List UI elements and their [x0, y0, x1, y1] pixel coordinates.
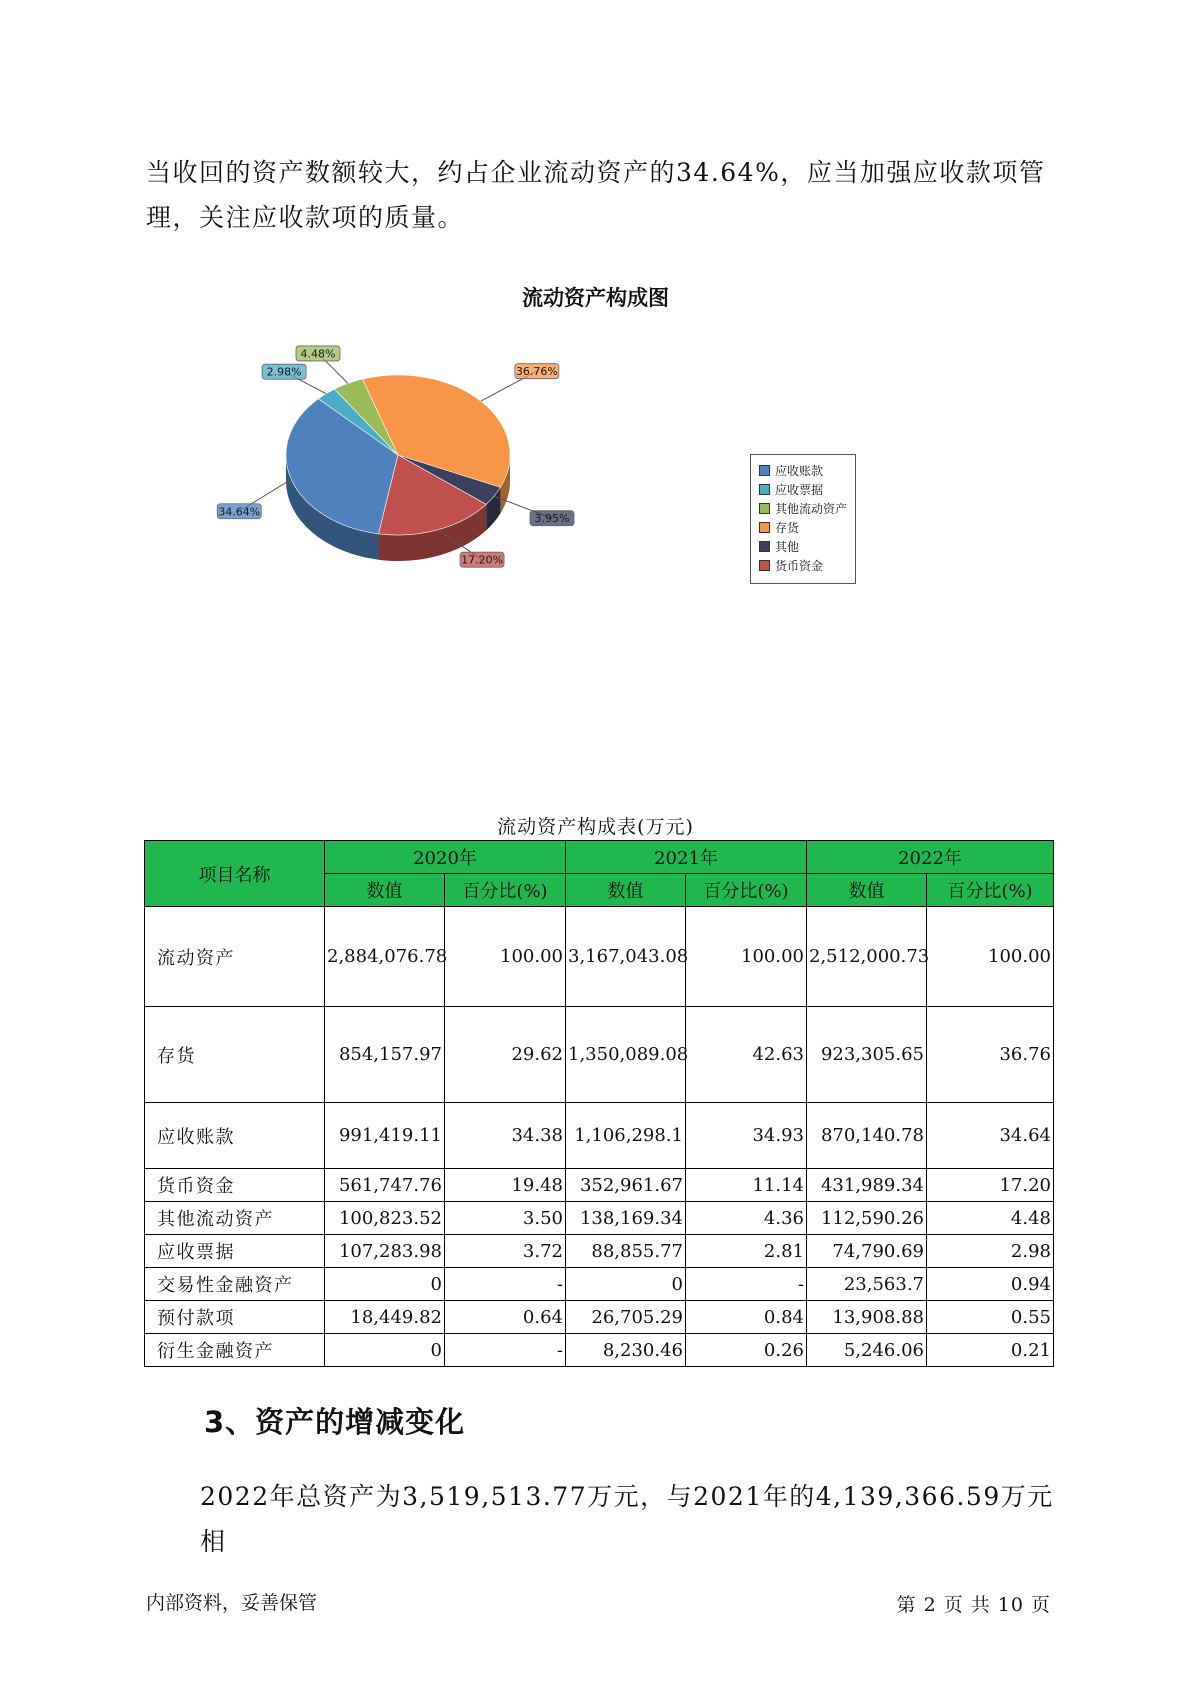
header-year: 2022年: [807, 841, 1054, 874]
value-cell: 23,563.7: [807, 1268, 927, 1301]
row-label: 衍生金融资产: [145, 1334, 325, 1367]
value-cell: 561,747.76: [325, 1169, 445, 1202]
legend-swatch: [759, 541, 770, 552]
legend-swatch: [759, 484, 770, 495]
legend-label: 其他流动资产: [775, 502, 848, 516]
value-cell: 991,419.11: [325, 1103, 445, 1169]
header-year: 2020年: [325, 841, 566, 874]
percent-cell: 34.64: [927, 1103, 1054, 1169]
value-cell: 8,230.46: [566, 1334, 686, 1367]
percent-cell: 3.72: [445, 1235, 566, 1268]
value-cell: 18,449.82: [325, 1301, 445, 1334]
percent-cell: 0.84: [686, 1301, 807, 1334]
header-year: 2021年: [566, 841, 807, 874]
row-label: 交易性金融资产: [145, 1268, 325, 1301]
footer-note: 内部资料，妥善保管: [146, 1592, 318, 1614]
table-row: [145, 1007, 1054, 1103]
pie-chart: [218, 340, 650, 600]
value-cell: 0: [566, 1268, 686, 1301]
percent-cell: -: [686, 1268, 807, 1301]
value-cell: 26,705.29: [566, 1301, 686, 1334]
row-label: 流动资产: [145, 907, 325, 1007]
section-heading: 3、资产的增减变化: [204, 1405, 466, 1439]
value-cell: 13,908.88: [807, 1301, 927, 1334]
header-item-name: 项目名称: [145, 841, 325, 907]
header-percent: 百分比(%): [686, 874, 807, 907]
row-label: 应收账款: [145, 1103, 325, 1169]
table-row: [145, 907, 1054, 1007]
header-percent: 百分比(%): [445, 874, 566, 907]
table-row: [145, 1301, 1054, 1334]
percent-cell: 2.81: [686, 1235, 807, 1268]
data-label: 34.64%: [218, 505, 261, 519]
value-cell: 923,305.65: [807, 1007, 927, 1103]
legend-item: [759, 537, 847, 556]
row-label: 预付款项: [145, 1301, 325, 1334]
legend-label: 货币资金: [775, 559, 824, 573]
table-row: [145, 1268, 1054, 1301]
percent-cell: 0.64: [445, 1301, 566, 1334]
value-cell: 0: [325, 1268, 445, 1301]
table-row: [145, 1235, 1054, 1268]
percent-cell: 4.48: [927, 1202, 1054, 1235]
percent-cell: 100.00: [927, 907, 1054, 1007]
header-value: 数值: [325, 874, 445, 907]
percent-cell: 4.36: [686, 1202, 807, 1235]
table-caption: 流动资产构成表(万元): [497, 816, 694, 838]
intro-paragraph: 当收回的资产数额较大，约占企业流动资产的34.64%，应当加强应收款项管理，关注应收款项的质量。: [146, 158, 1046, 232]
value-cell: 2,512,000.73: [807, 907, 927, 1007]
table-row: [145, 1202, 1054, 1235]
percent-cell: 2.98: [927, 1235, 1054, 1268]
percent-cell: 0.55: [927, 1301, 1054, 1334]
legend-label: 应收账款: [775, 464, 824, 478]
value-cell: 431,989.34: [807, 1169, 927, 1202]
value-cell: 112,590.26: [807, 1202, 927, 1235]
value-cell: 0: [325, 1334, 445, 1367]
percent-cell: 19.48: [445, 1169, 566, 1202]
percent-cell: -: [445, 1268, 566, 1301]
value-cell: 2,884,076.78: [325, 907, 445, 1007]
chart-title: 流动资产构成图: [522, 286, 669, 310]
header-percent: 百分比(%): [927, 874, 1054, 907]
value-cell: 352,961.67: [566, 1169, 686, 1202]
current-assets-table: [144, 840, 1054, 1367]
legend-item: [759, 556, 847, 575]
legend-swatch: [759, 503, 770, 514]
percent-cell: 36.76: [927, 1007, 1054, 1103]
legend-label: 存货: [775, 521, 800, 535]
percent-cell: 100.00: [686, 907, 807, 1007]
legend-swatch: [759, 522, 770, 533]
data-label: 17.20%: [461, 553, 504, 567]
value-cell: 1,106,298.1: [566, 1103, 686, 1169]
percent-cell: 34.38: [445, 1103, 566, 1169]
percent-cell: 42.63: [686, 1007, 807, 1103]
legend-item: [759, 480, 847, 499]
value-cell: 854,157.97: [325, 1007, 445, 1103]
legend-item: [759, 499, 847, 518]
value-cell: 870,140.78: [807, 1103, 927, 1169]
header-value: 数值: [566, 874, 686, 907]
header-value: 数值: [807, 874, 927, 907]
data-label: 2.98%: [266, 365, 302, 379]
percent-cell: 17.20: [927, 1169, 1054, 1202]
percent-cell: 11.14: [686, 1169, 807, 1202]
percent-cell: 3.50: [445, 1202, 566, 1235]
percent-cell: 0.26: [686, 1334, 807, 1367]
legend-item: [759, 518, 847, 537]
legend-swatch: [759, 560, 770, 571]
table-row: [145, 1103, 1054, 1169]
value-cell: 5,246.06: [807, 1334, 927, 1367]
row-label: 应收票据: [145, 1235, 325, 1268]
table-row: [145, 1334, 1054, 1367]
row-label: 存货: [145, 1007, 325, 1103]
legend-swatch: [759, 465, 770, 476]
value-cell: 1,350,089.08: [566, 1007, 686, 1103]
legend-item: [759, 461, 847, 480]
table-row: [145, 1169, 1054, 1202]
legend-label: 其他: [775, 540, 800, 554]
value-cell: 88,855.77: [566, 1235, 686, 1268]
value-cell: 107,283.98: [325, 1235, 445, 1268]
row-label: 货币资金: [145, 1169, 325, 1202]
data-label: 36.76%: [515, 365, 558, 379]
value-cell: 138,169.34: [566, 1202, 686, 1235]
row-label: 其他流动资产: [145, 1202, 325, 1235]
percent-cell: -: [445, 1334, 566, 1367]
legend-label: 应收票据: [775, 483, 824, 497]
percent-cell: 100.00: [445, 907, 566, 1007]
percent-cell: 0.94: [927, 1268, 1054, 1301]
section-paragraph: 2022年总资产为3,519,513.77万元，与2021年的4,139,366.59万元相: [200, 1482, 1054, 1556]
page-number: 第 2 页 共 10 页: [896, 1594, 1051, 1616]
percent-cell: 34.93: [686, 1103, 807, 1169]
value-cell: 3,167,043.08: [566, 907, 686, 1007]
chart-legend: [750, 454, 856, 584]
percent-cell: 0.21: [927, 1334, 1054, 1367]
value-cell: 74,790.69: [807, 1235, 927, 1268]
data-label: 3.95%: [534, 512, 570, 526]
data-label: 4.48%: [300, 347, 336, 361]
value-cell: 100,823.52: [325, 1202, 445, 1235]
percent-cell: 29.62: [445, 1007, 566, 1103]
